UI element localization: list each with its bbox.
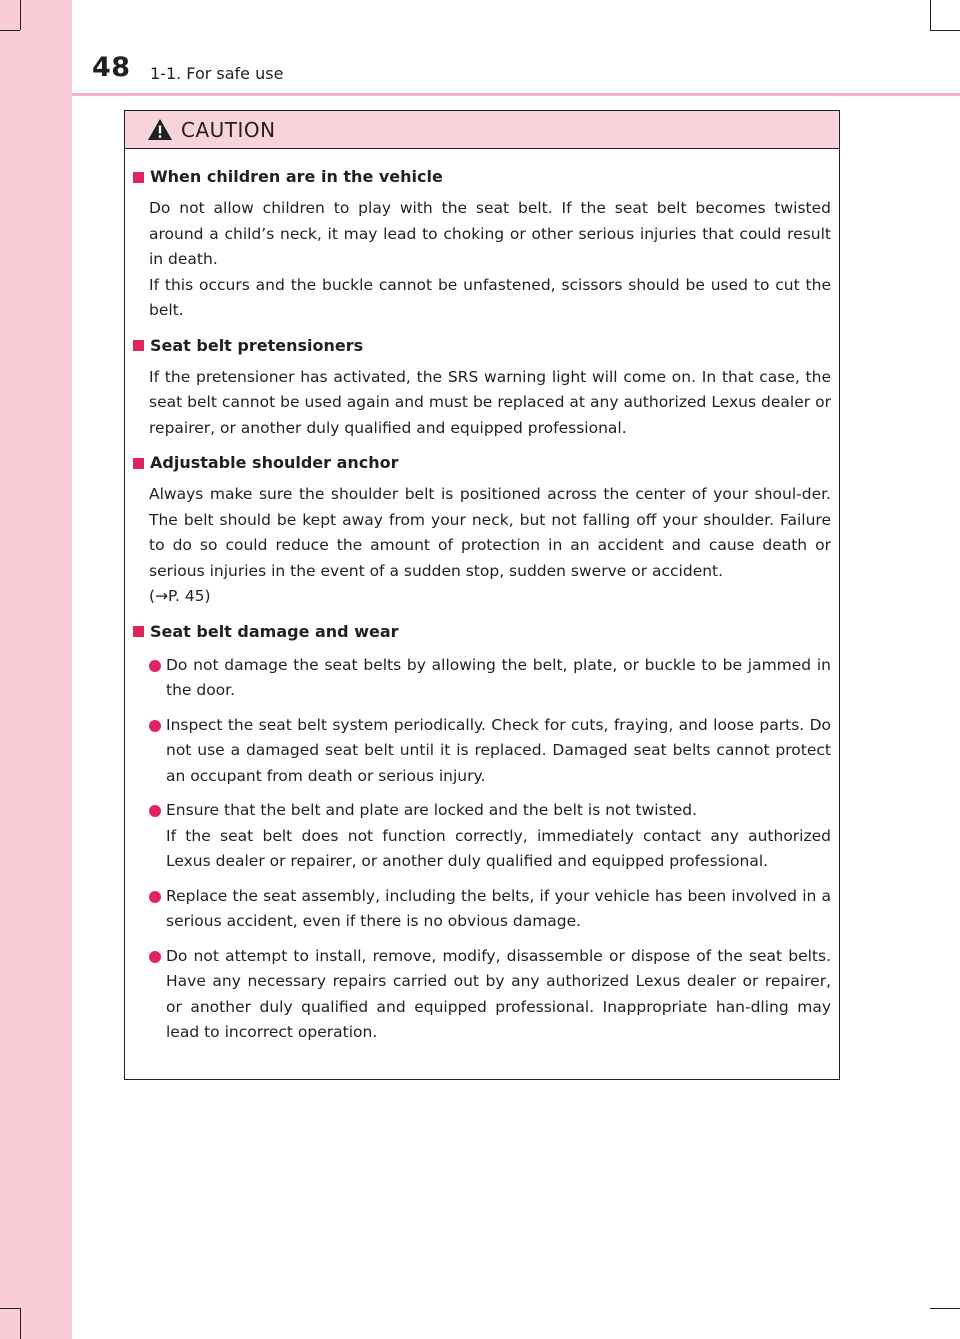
page-reference: (→P. 45) xyxy=(149,587,211,605)
page-number: 48 xyxy=(92,52,131,83)
paragraph-line: Do not allow children to play with the seat belt. If the seat belt becomes twisted around a child’s neck, it may lead to choking or other serious injuries that could result in death. xyxy=(149,199,831,268)
paragraph-line: Always make sure the shoulder belt is positioned across the center of your shoul-der. The belt should be kept away from your neck, but not falling off your shoulder. Failure to do so could reduce the amount of protection in an accident and cause death or serious injuries in the event of a sudden stop, sudden swerve or accident. xyxy=(149,485,831,580)
list-item xyxy=(133,653,831,704)
crop-mark xyxy=(930,1308,960,1309)
square-bullet-icon xyxy=(133,626,144,637)
section-heading xyxy=(133,451,831,475)
section-heading-text: Adjustable shoulder anchor xyxy=(150,453,399,472)
caution-box xyxy=(124,110,840,1080)
round-bullet-icon xyxy=(149,891,161,903)
bullet-text: Replace the seat assembly, including the belts, if your vehicle has been involved in a serious accident, even if there is no obvious damage. xyxy=(166,886,831,930)
list-item xyxy=(133,713,831,790)
bullet-text: Ensure that the belt and plate are locked and the belt is not twisted. xyxy=(166,801,698,819)
crop-mark xyxy=(20,1308,21,1339)
paragraph xyxy=(133,365,831,442)
crop-mark xyxy=(0,1308,20,1309)
paragraph xyxy=(133,482,831,610)
bullet-text: Do not damage the seat belts by allowing the belt, plate, or buckle to be jammed in the door. xyxy=(166,655,831,699)
warning-triangle-icon xyxy=(147,118,173,141)
crop-mark xyxy=(930,30,960,31)
round-bullet-icon xyxy=(149,951,161,963)
list-item xyxy=(133,884,831,935)
list-item xyxy=(133,944,831,1046)
side-color-strip xyxy=(0,0,72,1339)
section-heading xyxy=(133,165,831,189)
section-heading xyxy=(133,620,831,644)
round-bullet-icon xyxy=(149,805,161,817)
bullet-text: Inspect the seat belt system periodically. Check for cuts, fraying, and loose parts. Do not use a damaged seat belt until it is replaced. Damaged seat belts cannot protect an occupant from death or serious injury. xyxy=(166,715,831,785)
paragraph-line: If the pretensioner has activated, the SRS warning light will come on. In that case, the seat belt cannot be used again and must be replaced at any authorized Lexus dealer or repairer, or another duly qualified and equipped professional. xyxy=(149,367,831,437)
caution-content xyxy=(125,149,839,1046)
paragraph xyxy=(133,196,831,324)
list-item xyxy=(133,798,831,875)
section-heading xyxy=(133,334,831,358)
square-bullet-icon xyxy=(133,340,144,351)
paragraph-line: If this occurs and the buckle cannot be unfastened, scissors should be used to cut the belt. xyxy=(149,275,831,319)
crop-mark xyxy=(20,0,21,30)
section-heading-text: When children are in the vehicle xyxy=(150,167,443,186)
square-bullet-icon xyxy=(133,458,144,469)
caution-header xyxy=(125,111,839,149)
crop-mark xyxy=(930,0,931,30)
caution-title: CAUTION xyxy=(181,117,276,142)
round-bullet-icon xyxy=(149,720,161,732)
section-heading-text: Seat belt damage and wear xyxy=(150,621,399,641)
round-bullet-icon xyxy=(149,660,161,672)
square-bullet-icon xyxy=(133,172,144,183)
crop-mark xyxy=(0,30,20,31)
bullet-text: Do not attempt to install, remove, modify, disassemble or dispose of the seat belts. Have any necessary repairs carried out by any authorized Lexus dealer or repairer, or another duly qualified and equipped professional. Inappropriate han-dling may lead to incorrect operation. xyxy=(166,946,831,1041)
header-divider xyxy=(72,93,960,96)
bullet-text: If the seat belt does not function correctly, immediately contact any authorized Lexus dealer or repairer, or another duly qualified and equipped professional. xyxy=(166,826,831,870)
section-title: 1-1. For safe use xyxy=(150,64,284,83)
section-heading-text: Seat belt pretensioners xyxy=(150,335,364,355)
